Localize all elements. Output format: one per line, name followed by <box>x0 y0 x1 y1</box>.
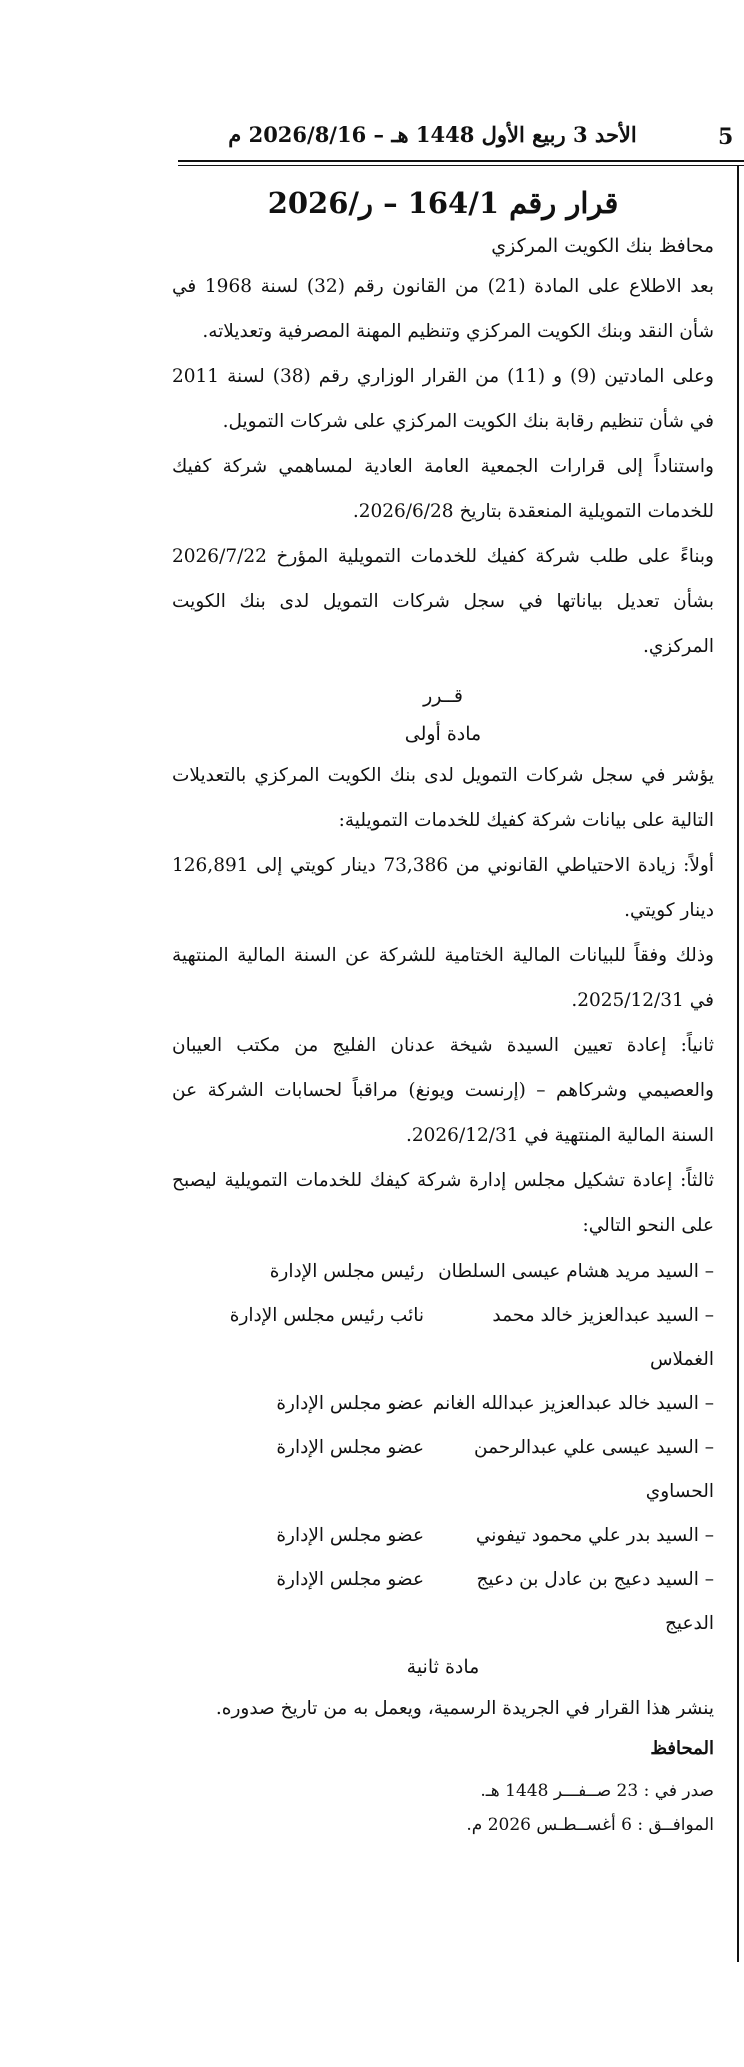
issued-date: صدر في : 23 صــفـــر 1448 هـ. <box>480 1781 714 1801</box>
board-member-name: – السيد مريد هشام عيسى السلطان <box>438 1261 714 1282</box>
issue-dates <box>172 1774 714 1842</box>
page-number: 5 <box>718 124 734 150</box>
board-member-name: – السيد بدر علي محمود تيفوني <box>475 1525 714 1546</box>
board-member-role: عضو مجلس الإدارة <box>276 1393 424 1414</box>
article-two-heading: مادة ثانية <box>406 1656 480 1678</box>
board-member-role: عضو مجلس الإدارة <box>276 1437 424 1458</box>
signatory-title: المحافظ <box>650 1738 714 1759</box>
article-one-heading: مادة أولى <box>404 723 482 745</box>
board-member-role: عضو مجلس الإدارة <box>276 1525 424 1546</box>
decree-title: قرار رقم 164/1 – ر/2026 <box>267 186 619 220</box>
corresponding-date: الموافــق : 6 أغســطـس 2026 م. <box>466 1815 714 1835</box>
decree-body <box>172 176 714 1842</box>
item-first: أولاً: زيادة الاحتياطي القانوني من 73,386 دينار كويتي إلى 126,891 دينار كويتي. <box>172 855 714 921</box>
preamble-paragraph: وعلى المادتين (9) و (11) من القرار الوزاري رقم (38) لسنة 2011 في شأن تنظيم رقابة بنك الكويت المركزي على شركات التمويل. <box>172 366 714 432</box>
board-member-row <box>172 1250 714 1294</box>
board-member-name: – السيد عيسى علي عبدالرحمن الحساوي <box>473 1437 714 1502</box>
board-member-name: – السيد عبدالعزيز خالد محمد الغملاس <box>492 1305 714 1370</box>
issuing-authority: محافظ بنك الكويت المركزي <box>491 235 714 257</box>
board-member-name: – السيد دعيج بن عادل بن دعيج الدعيج <box>476 1569 714 1634</box>
column-rule <box>737 166 739 1962</box>
board-member-role: رئيس مجلس الإدارة <box>269 1261 424 1282</box>
article-two-text: ينشر هذا القرار في الجريدة الرسمية، ويعمل به من تاريخ صدوره. <box>215 1698 714 1719</box>
preamble-paragraph: وبناءً على طلب شركة كفيك للخدمات التمويلية المؤرخ 2026/7/22 بشأن تعديل بياناتها في سجل شركات التمويل لدى بنك الكويت المركزي. <box>172 546 714 657</box>
board-member-row <box>172 1382 714 1426</box>
board-member-row <box>172 1558 714 1646</box>
decided-heading: قــرر <box>423 685 463 707</box>
board-member-name: – السيد خالد عبدالعزيز عبدالله الغانم <box>432 1393 714 1414</box>
board-member-row <box>172 1426 714 1514</box>
article-one-intro: يؤشر في سجل شركات التمويل لدى بنك الكويت المركزي بالتعديلات التالية على بيانات شركة كفيك للخدمات التمويلية: <box>172 765 714 831</box>
issue-date-header: الأحد 3 ربيع الأول 1448 هـ – 2026/8/16 م <box>228 122 637 147</box>
board-members-list <box>172 1250 714 1646</box>
item-second: ثانياً: إعادة تعيين السيدة شيخة عدنان الفليج من مكتب العيبان والعصيمي وشركاهم – (إرنست ويونغ) مراقباً لحسابات الشركة عن السنة المالية المنتهية في 2026/12/31. <box>172 1035 714 1146</box>
header-rule <box>178 160 744 162</box>
item-third: ثالثاً: إعادة تشكيل مجلس إدارة شركة كيفك للخدمات التمويلية ليصبح على النحو التالي: <box>172 1170 714 1236</box>
header-rule-thin <box>178 165 744 166</box>
preamble-paragraph: واستناداً إلى قرارات الجمعية العامة العادية لمساهمي شركة كفيك للخدمات التمويلية المنعقدة بتاريخ 2026/6/28. <box>172 456 714 522</box>
board-member-role: عضو مجلس الإدارة <box>276 1569 424 1590</box>
item-first-note: وذلك وفقاً للبيانات المالية الختامية للشركة عن السنة المالية المنتهية في 2025/12/31. <box>172 945 714 1011</box>
board-member-row <box>172 1294 714 1382</box>
board-member-role: نائب رئيس مجلس الإدارة <box>229 1305 424 1326</box>
board-member-row <box>172 1514 714 1558</box>
preamble-paragraph: بعد الاطلاع على المادة (21) من القانون رقم (32) لسنة 1968 في شأن النقد وبنك الكويت المركزي وتنظيم المهنة المصرفية وتعديلاته. <box>172 276 715 342</box>
